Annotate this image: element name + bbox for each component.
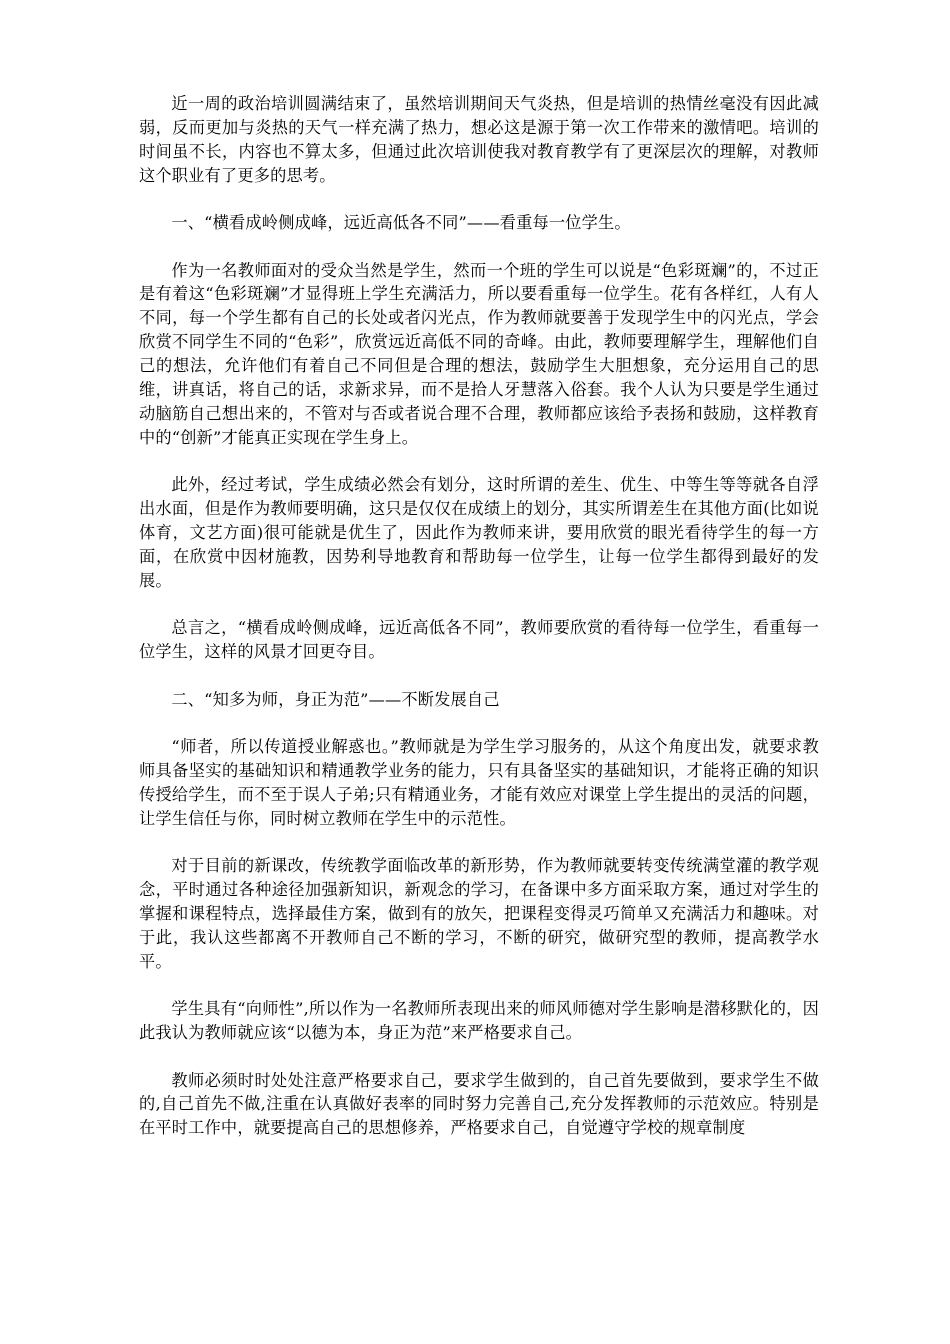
body-paragraph: 此外，经过考试，学生成绩必然会有划分，这时所谓的差生、优生、中等生等等就各自浮出水面，但是作为教师要明确，这只是仅仅在成绩上的划分，其实所谓差生在其他方面(比如说体育，文艺方面)很可能就是优生了，因此作为教师来讲，要用欣赏的眼光看待学生的每一方面，在欣赏中因材施教，因势利导地教育和帮助每一位学生，让每一位学生都得到最好的发展。 [139,475,819,590]
body-paragraph: 总言之，“横看成岭侧成峰，远近高低各不同”，教师要欣赏的看待每一位学生，看重每一位学生，这样的风景才回更夺目。 [139,618,819,662]
section-heading-1: 一、“横看成岭侧成峰，远近高低各不同”——看重每一位学生。 [171,213,631,233]
body-paragraph: 作为一名教师面对的受众当然是学生，然而一个班的学生可以说是“色彩斑斓”的，不过正是有着这“色彩斑斓”才显得班上学生充满活力，所以要看重每一位学生。花有各样红，人有人不同，每一个学生都有自己的长处或者闪光点，作为教师就要善于发现学生中的闪光点，学会欣赏不同学生不同的“色彩”，欣赏远近高低不同的奇峰。由此，教师要理解学生，理解他们自己的想法，允许他们有着自己不同但是合理的想法，鼓励学生大胆想象，充分运用自己的思维，讲真话，将自己的话，求新求异，而不是拾人牙慧落入俗套。我个人认为只要是学生通过动脑筋自己想出来的，不管对与否或者说合理不合理，教师都应该给予表扬和鼓励，这样教育中的“创新”才能真正实现在学生身上。 [139,260,819,447]
section-heading-2: 二、“知多为师，身正为范”——不断发展自己 [171,689,500,709]
intro-paragraph: 近一周的政治培训圆满结束了，虽然培训期间天气炎热，但是培训的热情丝毫没有因此减弱，反而更加与炎热的天气一样充满了热力，想必这是源于第一次工作带来的激情吧。培训的时间虽不长，内容也不算太多，但通过此次培训使我对教育教学有了更深层次的理解，对教师这个职业有了更多的思考。 [139,94,819,185]
body-paragraph: 对于目前的新课改，传统教学面临改革的新形势，作为教师就要转变传统满堂灌的教学观念，平时通过各种途径加强新知识，新观念的学习，在备课中多方面采取方案，通过对学生的掌握和课程特点，选择最佳方案，做到有的放矢，把课程变得灵巧简单又充满活力和趣味。对于此，我认这些都离不开教师自己不断的学习，不断的研究，做研究型的教师，提高教学水平。 [139,856,819,971]
document-page [139,92,819,1164]
body-paragraph: 教师必须时时处处注意严格要求自己，要求学生做到的，自己首先要做到，要求学生不做的,自己首先不做,注重在认真做好表率的同时努力完善自己,充分发挥教师的示范效应。特别是在平时工作中，就要提高自己的思想修养，严格要求自己，自觉遵守学校的规章制度 [139,1070,819,1138]
body-paragraph: 学生具有“向师性”,所以作为一名教师所表现出来的师风师德对学生影响是潜移默化的，因此我认为教师就应该“以德为本，身正为范”来严格要求自己。 [139,999,819,1043]
body-paragraph: “师者，所以传道授业解惑也。”教师就是为学生学习服务的，从这个角度出发，就要求教师具备坚实的基础知识和精通教学业务的能力，只有具备坚实的基础知识，才能将正确的知识传授给学生，而不至于误人子弟;只有精通业务，才能有效应对课堂上学生提出的灵活的问题，让学生信任与你，同时树立教师在学生中的示范性。 [139,737,819,828]
